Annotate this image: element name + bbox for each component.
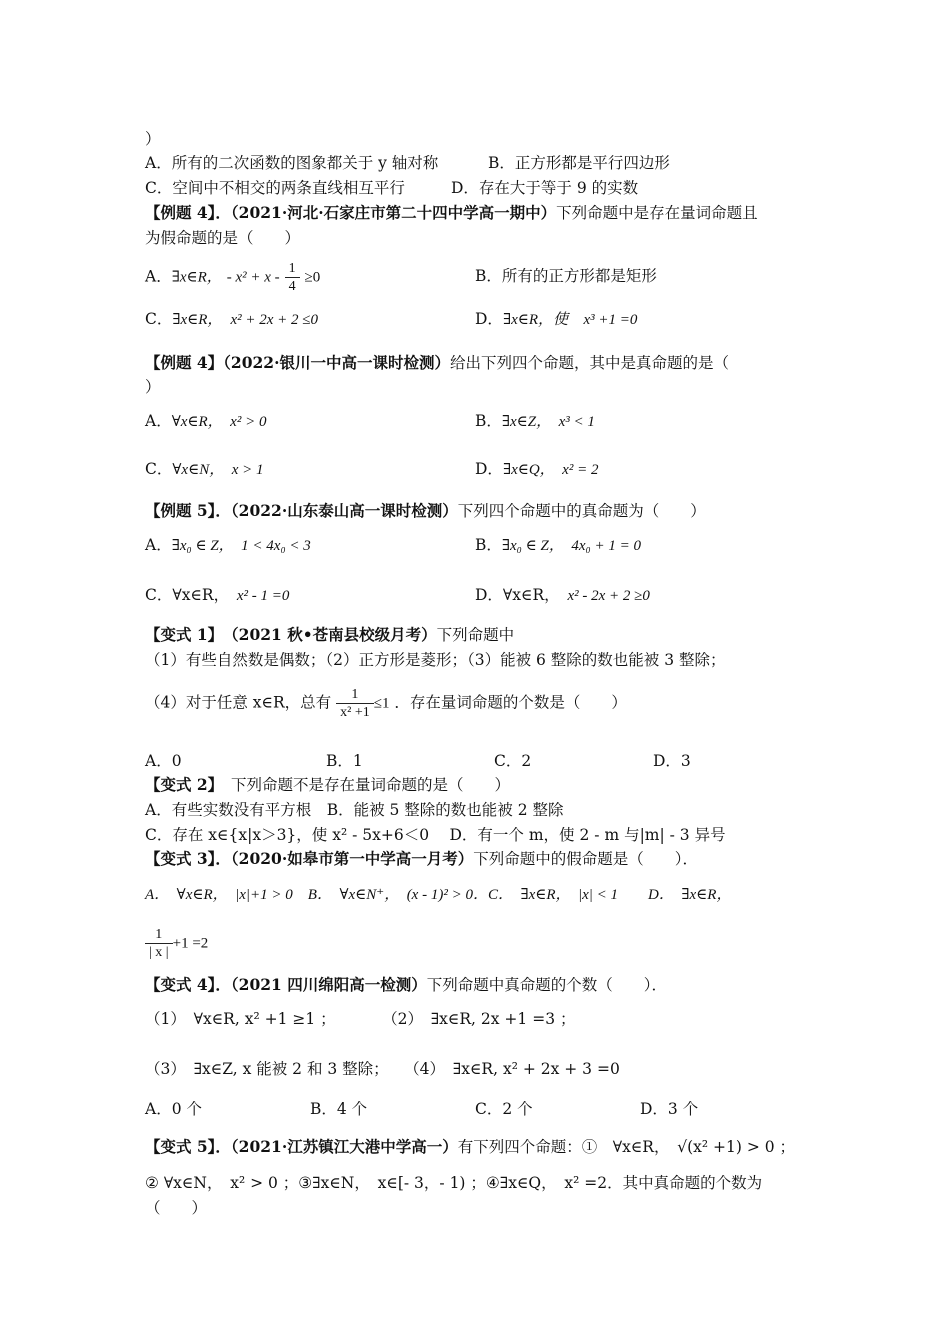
example-4b-option-a: A．∀x∈R， x² > 0 [145,412,267,430]
variant-2-heading [145,774,510,796]
variant-1-option-a: A．0 [145,752,182,770]
fraction: $\frac{1}{\text{x² +1}}$ [336,686,374,721]
variant-3-title: 【变式 3】．（2020·如皋市第一中学高一月考） [145,849,474,868]
variant-3-options: A． ∀x∈R， |x|+1 > 0 B． ∀x∈N⁺， (x - 1)² > 0．C． ∃x∈R， |x| < 1 D． ∃x∈R， [145,887,732,903]
variant-2-line2: C．存在 x∈{x|x＞3}，使 x² - 5x+6＜0 D．有一个 m，使 2 - m 与|m| - 3 异号 [145,826,726,844]
variant-5-line3: （ ） [145,1199,208,1217]
example-5-option-b: B．∃x₀ ∈ Z， 4x₀ + 1 = 0 [475,536,641,554]
variant-4-line2: （3） ∃x∈Z, x 能被 2 和 3 整除； （4） ∃x∈R, x² + 2x + 3 =0 [145,1060,620,1078]
example-4b-title: 【例题 4】（2022·银川一中高一课时检测） [145,353,450,372]
prev-option-b: B．正方形都是平行四边形 [488,154,670,172]
example-4a-option-a [145,260,320,295]
variant-4-option-d: D．3 个 [640,1100,699,1118]
example-5-title: 【例题 5】．（2022·山东泰山高一课时检测） [145,501,458,520]
variant-1-line1: （1）有些自然数是偶数；（2）正方形是菱形；（3）能被 6 整除的数也能被 3 整除； [145,651,726,669]
variant-4-option-b: B．4 个 [310,1100,368,1118]
variant-4-option-c: C．2 个 [475,1100,533,1118]
example-5-option-c: C．∀x∈R， x² - 1 =0 [145,586,290,604]
variant-3-option-d-expr: $\frac{1}{| x |}$ +1 =2 [145,926,208,961]
example-4a-text: 下列命题中是存在量词命题且 [556,204,758,222]
example-4a-heading [145,202,758,224]
variant-4-title: 【变式 4】．（2021 四川绵阳高一检测） [145,975,427,994]
example-4b-option-d: D．∃x∈Q， x² = 2 [475,460,599,478]
variant-3-heading [145,848,698,870]
option-label: A． [145,267,172,286]
example-4a-option-c: C．∃x∈R， x² + 2x + 2 ≤0 [145,310,318,328]
variant-1-heading [145,624,514,646]
variant-5-title: 【变式 5】．（2021·江苏镇江大港中学高一） [145,1137,458,1156]
quantifier: ∃x∈R， [171,269,222,286]
example-4b-option-b: B．∃x∈Z， x³ < 1 [475,412,595,430]
variant-4-option-a: A．0 个 [145,1100,202,1118]
example-4a-text2: 为假命题的是（ ） [145,229,301,247]
example-4a-option-b: B．所有的正方形都是矩形 [475,267,657,285]
example-4a-title: 【例题 4】．（2021·河北·石家庄市第二十四中学高一期中） [145,203,557,222]
math-expression: ≥0 [304,269,321,286]
example-4b-paren: ） [145,378,161,396]
variant-1-line2: （4）对于任意 x∈R，总有 $\frac{1}{\text{x² +1}}$ ≤1 ．存在量词命题的个数是（ ） [145,687,627,720]
variant-1-option-d: D．3 [653,752,691,770]
math-expression: - x² + x - [226,269,280,286]
variant-2-line1: A．有些实数没有平方根 B．能被 5 整除的数也能被 2 整除 [145,801,564,819]
example-4b-text: 给出下列四个命题，其中是真命题的是（ [449,354,729,372]
fraction: $\frac{1}{| x |}$ [145,926,173,961]
variant-2-text: 下列命题不是存在量词命题的是（ ） [230,776,510,794]
variant-3-text: 下列命题中的假命题是（ ）． [473,850,698,868]
variant-1-title: 【变式 1】 （2021 秋•苍南县校级月考） [145,625,437,644]
prev-option-c: C．空间中不相交的两条直线相互平行 [145,179,405,197]
variant-4-heading [145,974,667,996]
variant-5-text: 有下列四个命题：① ∀x∈R， √(x² +1) > 0 ； [457,1138,796,1156]
prev-option-a: A．所有的二次函数的图象都关于 y 轴对称 [145,154,439,172]
variant-1-text: 下列命题中 [436,626,515,644]
example-4b-heading [145,352,729,374]
example-5-heading [145,500,706,522]
fraction: $\frac{1}{4}$ [285,260,300,295]
variant-1-option-b: B．1 [326,752,363,770]
variant-2-title: 【变式 2】 [145,775,216,794]
variant-5-line2: ② ∀x∈N， x² > 0 ；③∃x∈N， x∈[- 3，- 1) ；④∃x∈Q， x² =2．其中真命题的个数为 [145,1174,763,1192]
example-5-text: 下列四个命题中的真命题为（ ） [457,502,706,520]
top-paren: ） [145,130,161,148]
variant-4-text: 下列命题中真命题的个数（ ）． [426,976,667,994]
example-5-option-a: A．∃x₀ ∈ Z， 1 < 4x₀ < 3 [145,536,311,554]
example-4b-option-c: C．∀x∈N， x > 1 [145,460,264,478]
prev-option-d: D．存在大于等于 9 的实数 [451,179,639,197]
variant-4-line1: （1） ∀x∈R, x² +1 ≥1 ； （2） ∃x∈R, 2x +1 =3 ； [145,1010,576,1028]
variant-1-option-c: C．2 [494,752,532,770]
example-5-option-d: D．∀x∈R， x² - 2x + 2 ≥0 [475,586,650,604]
example-4a-option-d: D．∃x∈R，使 x³ +1 =0 [475,310,638,328]
variant-5-heading [145,1136,795,1158]
